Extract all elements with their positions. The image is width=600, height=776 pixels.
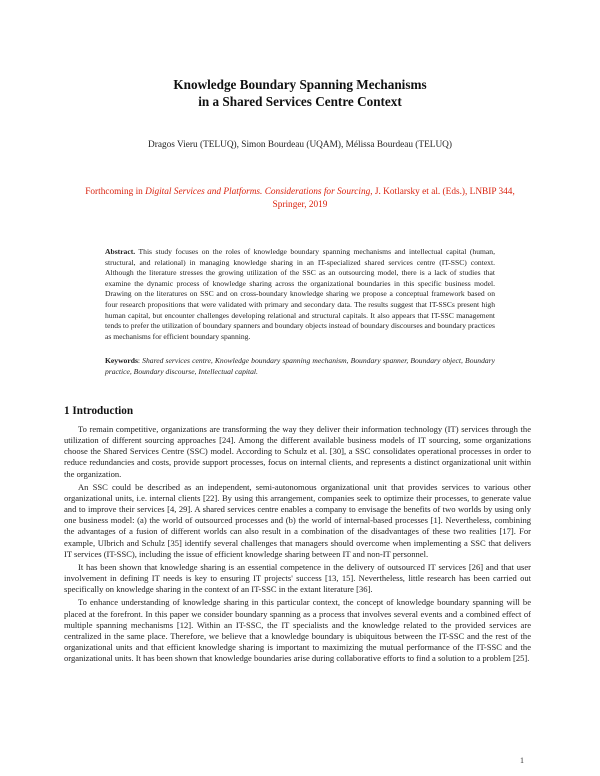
forthcoming-suffix: , J. Kotlarsky et al. (Eds.), LNBIP 344, — [370, 187, 515, 197]
forthcoming-note — [60, 186, 540, 212]
section-heading: 1 Introduction — [64, 405, 134, 417]
forthcoming-publisher: Springer, 2019 — [272, 200, 328, 210]
title-line-2: in a Shared Services Centre Context — [198, 94, 402, 109]
keywords-label: Keywords — [105, 356, 138, 365]
keywords — [105, 356, 495, 377]
paragraph: An SSC could be described as an independent, semi-autonomous organizational unit that provides services to various other organizational units, i.e. internal clients [22]. By using this arrangement, companies seek to optimize their processes, to generate value and to improve their services [4, 29]. A shared services centre enables a company to envisage the benefits of two worlds by using only one business model: (a) the world of outsourced processes and (b) the world of internal-based processes [1]. Nevertheless, combining the advantages of a fusion of different worlds can also result in a combination of the disadvantages of these two realities [17]. For example, Ulbrich and Schulz [35] identify several challenges that managers should overcome when implementing a SSC that delivers IT services (IT-SSC), including the issue of efficient knowledge sharing between IT and non-IT personnel. — [64, 481, 531, 559]
abstract-label: Abstract. — [105, 247, 136, 256]
title-line-1: Knowledge Boundary Spanning Mechanisms — [173, 77, 427, 92]
abstract — [105, 247, 495, 342]
page-number: 1 — [520, 756, 524, 765]
book-title: Digital Services and Platforms. Considerations for Sourcing — [145, 187, 371, 197]
keywords-text: Shared services centre, Knowledge boundary spanning mechanism, Boundary spanner, Boundary object, Boundary practice, Boundary discourse, Intellectual capital. — [105, 356, 496, 376]
section-body — [64, 424, 531, 664]
paragraph: It has been shown that knowledge sharing is an essential competence in the delivery of outsourced IT services [26] and that user involvement in defining IT needs is key to ensuring IT projects' success [13, 15]. Nevertheless, little research has been carried out specifically on knowledge sharing in the context of an IT-SSC in the extant literature [36]. — [64, 561, 531, 595]
paragraph: To remain competitive, organizations are transforming the way they deliver their information technology (IT) services through the utilization of different sourcing approaches [24]. Among the different available business models of IT sourcing, some organizations choose the Shared Services Centre (SSC) model. According to Schulz et al. [30], a SSC consolidates operational processes in order to reduce redundancies and costs, provide support processes, focus on internal clients, and represents a distinct organizational unit within the organization. — [64, 424, 531, 479]
forthcoming-prefix: Forthcoming in — [85, 187, 146, 197]
abstract-text: This study focuses on the roles of knowledge boundary spanning mechanisms and intellectual capital (human, structural, and relational) in managing knowledge sharing in an IT-specialized shared services centre (IT-SSC) context. Although the literature stresses the growing utilization of the SSC as an outsourcing model, there is a lack of studies that examine the dynamic process of knowledge sharing across the organizational boundaries in this specific business model. Drawing on the literatures on SSC and on cross-boundary knowledge sharing we propose a conceptual framework based on four research propositions that were validated with primary and secondary data. The results suggest that IT-SSCs present high human capital, but encounter challenges developing relational and structural capitals. It also appears that IT-SSC management tends to prefer the utilization of boundary spanners and boundary objects instead of boundary discourses and boundary practices as mechanisms for efficient boundary spanning. — [105, 247, 495, 341]
paragraph: To enhance understanding of knowledge sharing in this particular context, the concept of knowledge boundary spanning will be placed at the forefront. In this paper we consider boundary spanning as a process that involves several events and a combined effect of multiple spanning mechanisms [12]. Within an IT-SSC, the IT specialists and the knowledge related to the provided services are centralized in the same place. Therefore, we believe that a knowledge boundary is ubiquitous between the IT-SSC and the rest of the organizational units and that efficient knowledge sharing is important to maximizing the mutual performance of the IT-SSC and the organizational units. It has been shown that knowledge boundaries arise during collaborative efforts to find a solution to a problem [25]. — [64, 597, 531, 664]
author-list: Dragos Vieru (TELUQ), Simon Bourdeau (UQAM), Mélissa Bourdeau (TELUQ) — [148, 140, 452, 150]
paper-title — [60, 76, 540, 110]
keywords-separator: : — [137, 356, 143, 365]
